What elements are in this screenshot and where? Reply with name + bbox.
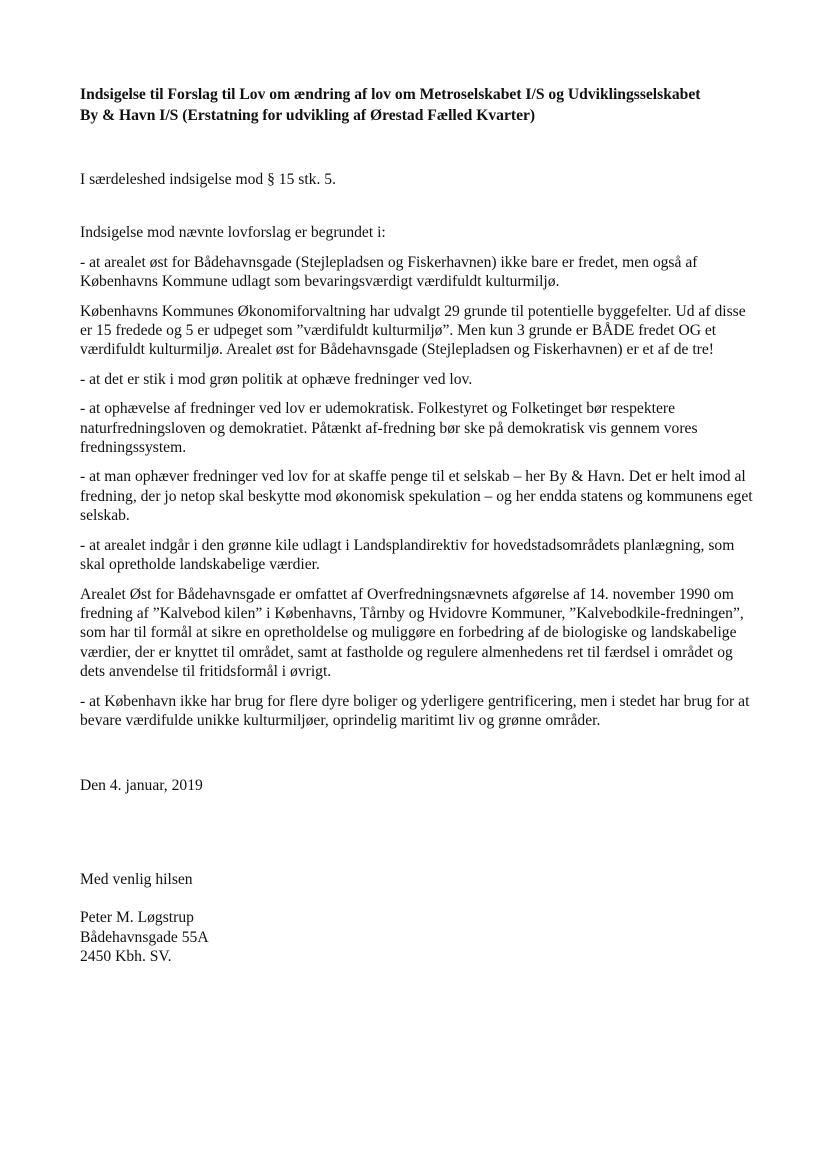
objection-paragraph-3: - at det er stik i mod grøn politik at ophæve fredninger ved lov. — [80, 370, 473, 388]
title-line-2: By & Havn I/S (Erstatning for udvikling af Ørestad Fælled Kvarter) — [80, 106, 536, 124]
letter-body — [80, 85, 760, 966]
signature-name: Peter M. Løgstrup — [80, 909, 194, 927]
objection-paragraph-4: - at ophævelse af fredninger ved lov er udemokratisk. Folkestyret og Folketinget bør respektere naturfredningsloven og demokratiet. Påtænkt af-fredning bør ske på demokratisk vis gennem vores fredningssystem. — [80, 400, 698, 457]
letter-date: Den 4. januar, 2019 — [80, 777, 203, 795]
signature-street: Bådehavnsgade 55A — [80, 928, 209, 946]
objection-paragraph-1: - at arealet øst for Bådehavnsgade (Stejlepladsen og Fiskerhavnen) ikke bare er fredet, men også af Københavns Kommune udlagt som bevaringsværdigt værdifuldt kulturmiljø. — [80, 253, 698, 291]
title-line-1: Indsigelse til Forslag til Lov om ændring af lov om Metroselskabet I/S og Udviklingsselskabet — [80, 86, 701, 103]
objection-paragraph-5: - at man ophæver fredninger ved lov for at skaffe penge til et selskab – her By & Havn. Det er helt imod al fredning, der jo netop skal beskytte mod økonomisk spekulation – og her endda statens og kommunens eget selskab. — [80, 468, 753, 525]
signature-city: 2450 Kbh. SV. — [80, 947, 172, 965]
objection-paragraph-2: Københavns Kommunes Økonomiforvaltning har udvalgt 29 grunde til potentielle byggefelter. Ud af disse er 15 fredede og 5 er udpeget som ”værdifuldt kulturmiljø”. Men kun 3 grunde er BÅDE fredet OG et værdifuldt kulturmiljø. Arealet øst for Bådehavnsgade (Stejlepladsen og Fiskerhavnen) er et af de tre! — [80, 302, 746, 359]
objection-paragraph-7: Arealet Øst for Bådehavnsgade er omfattet af Overfredningsnævnets afgørelse af 14. november 1990 om fredning af ”Kalvebod kilen” i Københavns, Tårnby og Hvidovre Kommuner, ”Kalvebodkile-fredningen”, som har til formål at sikre en opretholdelse og muliggøre en forbedring af de biologiske og landskabelige værdier, der er knyttet til området, samt at fastholde og regulere almenhedens ret til færdsel i området og dets anvendelse til fritidsformål i øvrigt. — [80, 585, 744, 681]
objection-paragraph-6: - at arealet indgår i den grønne kile udlagt i Landsplandirektiv for hovedstadsområdets planlægning, som skal opretholde landskabelige værdier. — [80, 536, 735, 574]
objection-scope: I særdeleshed indsigelse mod § 15 stk. 5. — [80, 171, 336, 188]
signature-block — [80, 908, 760, 966]
objection-paragraph-8: - at København ikke har brug for flere dyre boliger og yderligere gentrificering, men i stedet har brug for at bevare værdifulde unikke kulturmiljøer, oprindelig maritimt liv og grønne områder. — [80, 692, 750, 729]
objection-intro: Indsigelse mod nævnte lovforslag er begrundet i: — [80, 224, 386, 242]
letter-title — [80, 85, 760, 126]
closing-salutation: Med venlig hilsen — [80, 870, 193, 888]
